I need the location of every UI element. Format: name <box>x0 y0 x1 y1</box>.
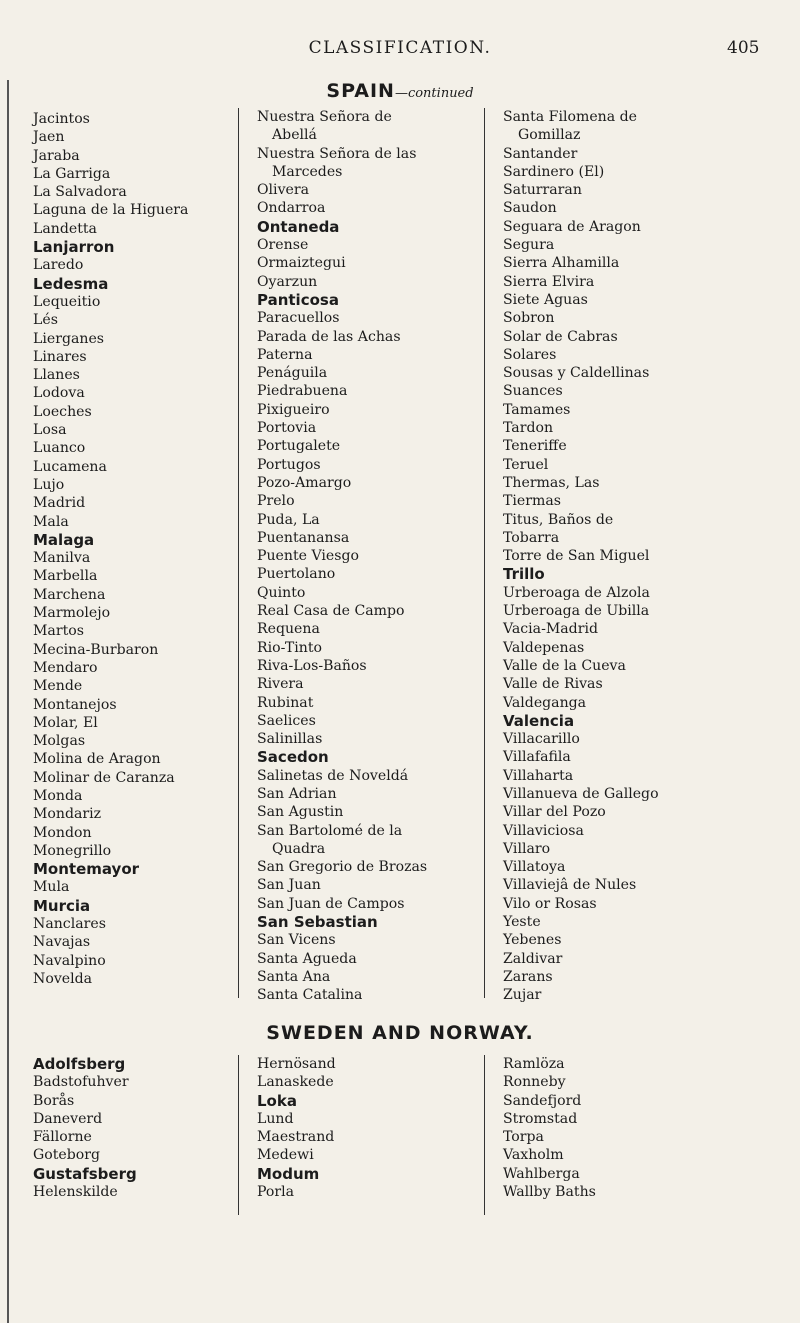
place-entry: Medewi <box>257 1147 314 1164</box>
place-entry: Villaviciosa <box>503 822 584 839</box>
place-entry: Murcia <box>33 896 91 915</box>
place-entry: Villatoya <box>503 859 566 876</box>
place-entry: Sacedon <box>257 748 329 767</box>
place-entry: Tardon <box>503 420 554 437</box>
place-entry: Linares <box>33 348 87 365</box>
column-divider <box>238 1055 239 1215</box>
place-entry: Jaen <box>33 129 65 146</box>
place-entry: Salinillas <box>257 731 323 748</box>
place-entry: Requena <box>257 621 320 638</box>
place-entry: Gustafsberg <box>33 1164 137 1183</box>
place-entry: San Vicens <box>257 932 336 949</box>
place-entry: Valencia <box>503 711 575 730</box>
place-entry: Seguara de Aragon <box>503 218 641 235</box>
place-entry: Tobarra <box>503 529 560 546</box>
place-entry: Solar de Cabras <box>503 328 618 345</box>
place-entry: Villacarillo <box>503 731 580 748</box>
place-entry: Nuestra Señora de <box>257 109 392 125</box>
place-entry: Torpa <box>503 1129 544 1146</box>
place-entry: Olivera <box>257 182 310 199</box>
place-entry: Malaga <box>33 530 95 549</box>
place-entry: Lanjarron <box>33 238 115 257</box>
place-entry: Ontaneda <box>257 217 340 236</box>
place-entry: Zarans <box>503 968 553 985</box>
place-entry: Valdepenas <box>503 639 585 656</box>
place-entry: Lequeitio <box>33 293 101 310</box>
place-entry: Laredo <box>33 257 84 274</box>
place-entry: Saturraran <box>503 182 582 199</box>
place-entry: Nanclares <box>33 916 106 933</box>
place-entry: Solares <box>503 346 557 363</box>
place-entry: Manilva <box>33 550 91 567</box>
spain-column-3 <box>503 108 659 1005</box>
place-entry: Lund <box>257 1110 294 1127</box>
place-entry: Valle de la Cueva <box>503 657 626 674</box>
section-heading-sweden-norway: SWEDEN AND NORWAY. <box>266 1022 534 1044</box>
place-entry: Parada de las Achas <box>257 328 401 345</box>
place-entry: Sobron <box>503 310 555 327</box>
place-entry: Real Casa de Campo <box>257 603 405 620</box>
place-entry: Vilo or Rosas <box>503 895 597 912</box>
place-entry: Torre de San Miguel <box>503 548 650 565</box>
place-entry: Molgas <box>33 733 86 750</box>
place-entry: Oyarzun <box>257 273 318 290</box>
place-entry: Zujar <box>503 987 542 1004</box>
place-entry: Marmolejo <box>33 605 111 622</box>
place-entry: Monegrillo <box>33 842 112 859</box>
place-entry: San Juan <box>257 877 321 894</box>
place-entry: Yebenes <box>503 932 562 949</box>
place-entry: Paracuellos <box>257 310 340 327</box>
place-entry: Orense <box>257 237 309 254</box>
page-number: 405 <box>727 38 760 58</box>
place-entry: Valle de Rivas <box>503 676 603 693</box>
place-entry: Sardinero (El) <box>503 163 605 180</box>
place-entry: Ledesma <box>33 274 109 293</box>
place-entry: Stromstad <box>503 1110 578 1127</box>
place-entry: Wallby Baths <box>503 1184 596 1201</box>
place-entry: Trillo <box>503 565 545 584</box>
place-entry: Mula <box>33 879 70 896</box>
place-entry: Helenskilde <box>33 1184 118 1201</box>
place-entry: Borås <box>33 1092 75 1109</box>
place-entry: Villaro <box>503 840 551 857</box>
place-entry: Mala <box>33 513 69 530</box>
spain-heading-text: SPAIN <box>326 80 395 102</box>
place-entry: Paterna <box>257 346 313 363</box>
place-entry: Vaxholm <box>503 1147 564 1164</box>
place-entry: Mecina-Burbaron <box>33 641 159 658</box>
place-entry: Lodova <box>33 385 85 402</box>
place-entry: Titus, Baños de <box>503 511 614 528</box>
place-entry: Loka <box>257 1091 297 1110</box>
place-entry: Villafafila <box>503 749 571 766</box>
sweden-norway-column-2 <box>257 1055 336 1201</box>
place-entry: Navajas <box>33 934 91 951</box>
place-entry: Suances <box>503 383 563 400</box>
place-entry: Riva-Los-Baños <box>257 657 367 674</box>
place-entry: Hernösand <box>257 1056 336 1072</box>
place-entry: Sierra Elvira <box>503 273 595 290</box>
place-entry: Adolfsberg <box>33 1055 126 1073</box>
place-entry: Jaraba <box>33 147 80 164</box>
place-entry: Puda, La <box>257 511 320 528</box>
place-entry: Portugalete <box>257 438 341 455</box>
place-entry: Zaldivar <box>503 950 563 967</box>
place-entry: Urberoaga de Alzola <box>503 584 650 601</box>
place-entry: Prelo <box>257 493 295 510</box>
place-entry: Pozo-Amargo <box>257 474 352 491</box>
place-entry: Penáguila <box>257 365 328 382</box>
place-entry: Jacintos <box>33 111 90 127</box>
place-entry: Yeste <box>503 914 541 931</box>
place-entry: Salinetas de Noveldá <box>257 767 409 784</box>
place-entry: Panticosa <box>257 290 339 309</box>
spain-column-2 <box>257 108 427 1005</box>
place-entry: Daneverd <box>33 1110 103 1127</box>
section-heading-spain <box>0 80 800 102</box>
place-entry: Thermas, Las <box>503 474 600 491</box>
place-entry: Mende <box>33 678 83 695</box>
place-entry: Molina de Aragon <box>33 751 161 768</box>
column-divider <box>238 108 239 998</box>
place-entry: Navalpino <box>33 952 106 969</box>
place-entry: Portugos <box>257 456 321 473</box>
place-entry: Abellá <box>272 127 317 144</box>
place-entry: Gomillaz <box>518 127 581 144</box>
place-entry: Urberoaga de Ubilla <box>503 603 650 620</box>
place-entry: Villar del Pozo <box>503 804 606 821</box>
place-entry: Lés <box>33 312 58 329</box>
place-entry: Novelda <box>33 970 93 987</box>
place-entry: Maestrand <box>257 1129 335 1146</box>
place-entry: Luanco <box>33 440 86 457</box>
place-entry: Ormaiztegui <box>257 255 346 272</box>
place-entry: Ramlöza <box>503 1056 565 1072</box>
place-entry: Puertolano <box>257 566 336 583</box>
place-entry: Villanueva de Gallego <box>503 785 659 802</box>
place-entry: Martos <box>33 623 84 640</box>
place-entry: Santa Agueda <box>257 950 357 967</box>
place-entry: Villaharta <box>503 767 574 784</box>
place-entry: Tiermas <box>503 493 561 510</box>
column-divider <box>484 1055 485 1215</box>
place-entry: Puente Viesgo <box>257 548 359 565</box>
column-divider <box>484 108 485 998</box>
place-entry: San Juan de Campos <box>257 895 405 912</box>
place-entry: Losa <box>33 422 67 439</box>
place-entry: Rio-Tinto <box>257 639 322 656</box>
sweden-norway-column-3 <box>503 1055 596 1201</box>
place-entry: Lanaskede <box>257 1074 334 1091</box>
place-entry: Segura <box>503 237 555 254</box>
place-entry: Llanes <box>33 367 80 384</box>
place-entry: Vacia-Madrid <box>503 621 598 638</box>
place-entry: Rubinat <box>257 694 314 711</box>
place-entry: Mondon <box>33 824 92 841</box>
place-entry: Santa Catalina <box>257 987 363 1004</box>
place-entry: Molinar de Caranza <box>33 769 175 786</box>
place-entry: San Adrian <box>257 785 337 802</box>
place-entry: Madrid <box>33 495 86 512</box>
place-entry: Modum <box>257 1164 320 1183</box>
place-entry: Villaviejâ de Nules <box>503 877 637 894</box>
place-entry: Ondarroa <box>257 200 326 217</box>
place-entry: Siete Aguas <box>503 291 588 308</box>
place-entry: Teruel <box>503 456 549 473</box>
place-entry: Lujo <box>33 476 65 493</box>
place-entry: Tamames <box>503 401 571 418</box>
place-entry: Sierra Alhamilla <box>503 255 620 272</box>
spain-column-1 <box>33 110 188 988</box>
place-entry: Sandefjord <box>503 1092 582 1109</box>
place-entry: Badstofuhver <box>33 1074 129 1091</box>
place-entry: Lucamena <box>33 458 107 475</box>
place-entry: La Garriga <box>33 165 111 182</box>
place-entry: Santander <box>503 145 578 162</box>
place-entry: Pixigueiro <box>257 401 330 418</box>
place-entry: Marcedes <box>272 163 343 180</box>
place-entry: Portovia <box>257 420 317 437</box>
place-entry: Laguna de la Higuera <box>33 202 189 219</box>
place-entry: Santa Filomena de <box>503 109 637 125</box>
place-entry: Porla <box>257 1184 295 1201</box>
place-entry: Valdeganga <box>503 694 587 711</box>
place-entry: Mendaro <box>33 659 98 676</box>
sweden-norway-column-1 <box>33 1055 137 1201</box>
place-entry: San Gregorio de Brozas <box>257 859 428 876</box>
place-entry: Goteborg <box>33 1147 101 1164</box>
place-entry: La Salvadora <box>33 184 127 201</box>
place-entry: San Agustin <box>257 804 344 821</box>
place-entry: Piedrabuena <box>257 383 348 400</box>
place-entry: Mondariz <box>33 806 102 823</box>
place-entry: Monda <box>33 787 83 804</box>
place-entry: Nuestra Señora de las <box>257 145 417 162</box>
running-header-title: CLASSIFICATION. <box>308 38 492 58</box>
place-entry: San Bartolomé de la <box>257 822 403 839</box>
place-entry: Wahlberga <box>503 1165 580 1182</box>
place-entry: Santa Ana <box>257 968 331 985</box>
place-entry: Teneriffe <box>503 438 567 455</box>
place-entry: Loeches <box>33 403 92 420</box>
place-entry: Sousas y Caldellinas <box>503 365 650 382</box>
place-entry: Rivera <box>257 676 304 693</box>
place-entry: Marbella <box>33 568 98 585</box>
place-entry: Fällorne <box>33 1129 92 1146</box>
place-entry: Montemayor <box>33 860 140 879</box>
place-entry: Quadra <box>272 840 326 857</box>
place-entry: Ronneby <box>503 1074 566 1091</box>
page-edge-rule <box>7 80 9 1323</box>
place-entry: Landetta <box>33 220 97 237</box>
place-entry: San Sebastian <box>257 913 378 932</box>
place-entry: Lierganes <box>33 330 105 347</box>
place-entry: Saudon <box>503 200 557 217</box>
place-entry: Quinto <box>257 584 306 601</box>
place-entry: Molar, El <box>33 714 98 731</box>
place-entry: Saelices <box>257 712 316 729</box>
continued-label: —continued <box>394 86 474 101</box>
place-entry: Montanejos <box>33 696 117 713</box>
place-entry: Marchena <box>33 586 106 603</box>
place-entry: Puentanansa <box>257 529 350 546</box>
